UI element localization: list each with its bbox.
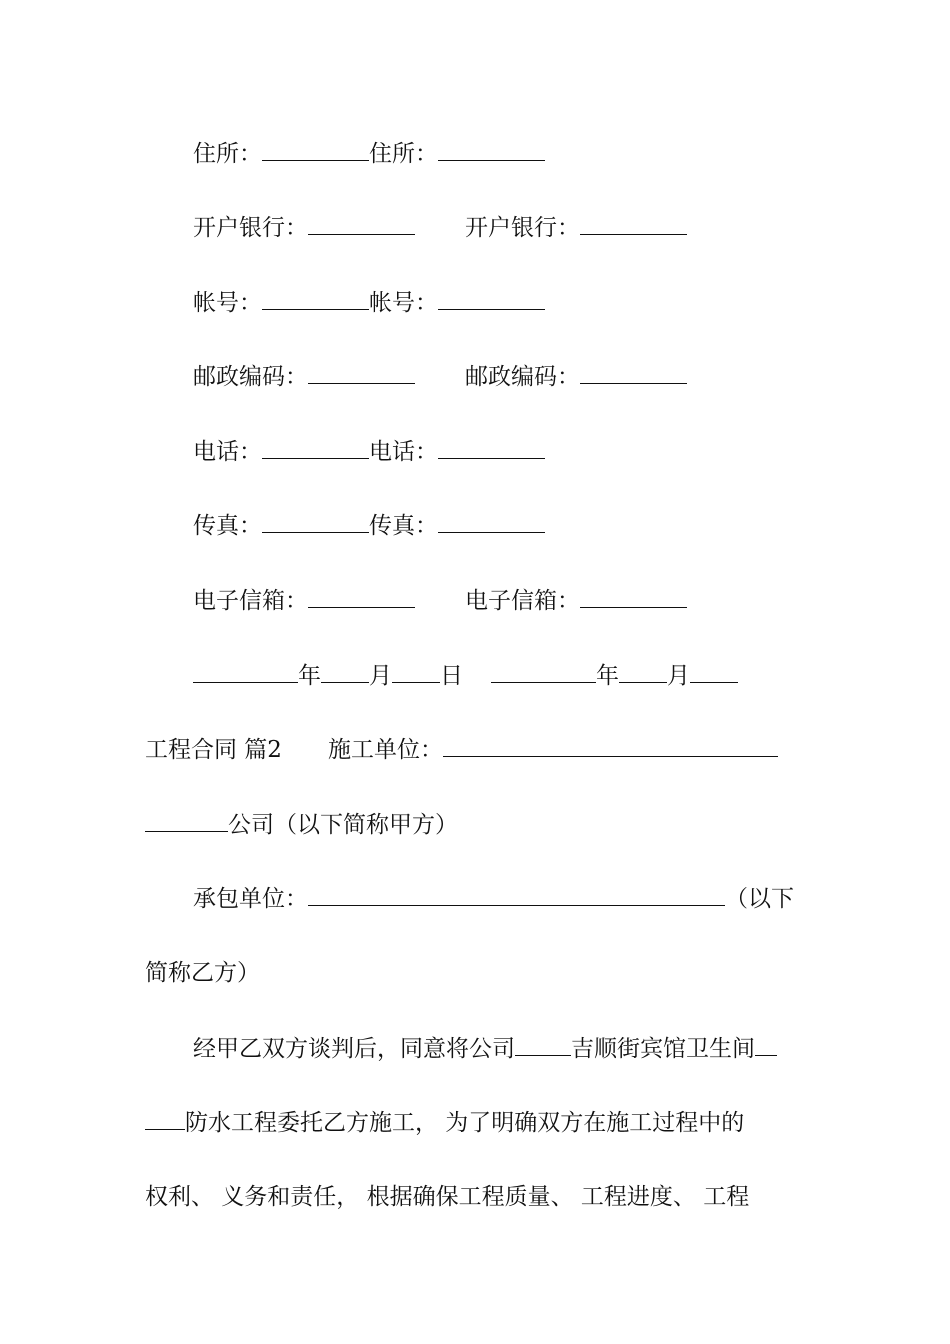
project-blank-b: [145, 1107, 185, 1130]
month-label-a: 月: [369, 663, 392, 689]
email-row: [193, 585, 687, 616]
bank-label-a: 开户银行：: [193, 215, 308, 241]
party-a-blank: [145, 809, 228, 832]
email-label-a: 电子信箱：: [193, 588, 308, 614]
year-label-b: 年: [596, 663, 619, 689]
paragraph-line-3: [145, 1182, 749, 1212]
email-blank-b: [580, 585, 687, 608]
month-blank-a: [321, 660, 369, 683]
address-row: [193, 138, 545, 169]
day-blank-a: [392, 660, 440, 683]
construction-unit-blank: [443, 734, 778, 757]
contractor-unit-row: [193, 883, 794, 914]
bank-row: [193, 212, 687, 243]
contract-title: 工程合同 篇2: [145, 737, 282, 763]
paragraph-3-text: 权利、 义务和责任， 根据确保工程质量、 工程进度、 工程: [145, 1184, 750, 1210]
paragraph-1-text-b: 吉顺街宾馆卫生间: [571, 1036, 755, 1062]
construction-unit-label: 施工单位：: [327, 737, 443, 763]
project-blank-a: [755, 1033, 777, 1056]
phone-blank-b: [438, 436, 545, 459]
address-blank-a: [262, 138, 369, 161]
fax-blank-b: [438, 510, 545, 533]
year-blank-a: [193, 660, 298, 683]
company-blank: [515, 1033, 571, 1056]
account-blank-a: [262, 287, 369, 310]
address-label-a: 住所：: [193, 141, 262, 167]
email-label-b: 电子信箱：: [465, 588, 580, 614]
contractor-unit-label: 承包单位：: [193, 886, 308, 912]
construction-unit-row: [145, 734, 778, 765]
address-blank-b: [438, 138, 545, 161]
party-b-row: [145, 958, 260, 988]
month-blank-b: [619, 660, 667, 683]
day-label-a: 日: [440, 663, 463, 689]
phone-row: [193, 436, 545, 467]
email-blank-a: [308, 585, 415, 608]
paragraph-line-2: [145, 1107, 744, 1138]
bank-blank-b: [580, 212, 687, 235]
fax-blank-a: [262, 510, 369, 533]
postcode-label-a: 邮政编码：: [193, 364, 308, 390]
paragraph-2-text: 防水工程委托乙方施工， 为了明确双方在施工过程中的: [185, 1110, 745, 1136]
phone-label-a: 电话：: [193, 439, 262, 465]
day-blank-b: [690, 660, 738, 683]
bank-blank-a: [308, 212, 415, 235]
postcode-row: [193, 361, 687, 392]
date-row: [193, 660, 738, 691]
contractor-unit-blank: [308, 883, 725, 906]
postcode-label-b: 邮政编码：: [465, 364, 580, 390]
account-row: [193, 287, 545, 318]
party-a-row: [145, 809, 458, 840]
paragraph-1-text-a: 经甲乙双方谈判后，同意将公司: [193, 1036, 515, 1062]
bank-label-b: 开户银行：: [465, 215, 580, 241]
postcode-blank-a: [308, 361, 415, 384]
fax-label-b: 传真：: [369, 513, 438, 539]
party-b-suffix: 简称乙方）: [145, 960, 260, 986]
year-label-a: 年: [298, 663, 321, 689]
address-label-b: 住所：: [369, 141, 438, 167]
fax-label-a: 传真：: [193, 513, 262, 539]
party-b-prefix: （以下: [725, 886, 794, 912]
party-a-suffix: 公司（以下简称甲方）: [228, 812, 458, 838]
account-label-b: 帐号：: [369, 290, 438, 316]
phone-blank-a: [262, 436, 369, 459]
paragraph-line-1: [193, 1033, 777, 1064]
account-label-a: 帐号：: [193, 290, 262, 316]
fax-row: [193, 510, 545, 541]
phone-label-b: 电话：: [369, 439, 438, 465]
year-blank-b: [491, 660, 596, 683]
account-blank-b: [438, 287, 545, 310]
month-label-b: 月: [667, 663, 690, 689]
postcode-blank-b: [580, 361, 687, 384]
